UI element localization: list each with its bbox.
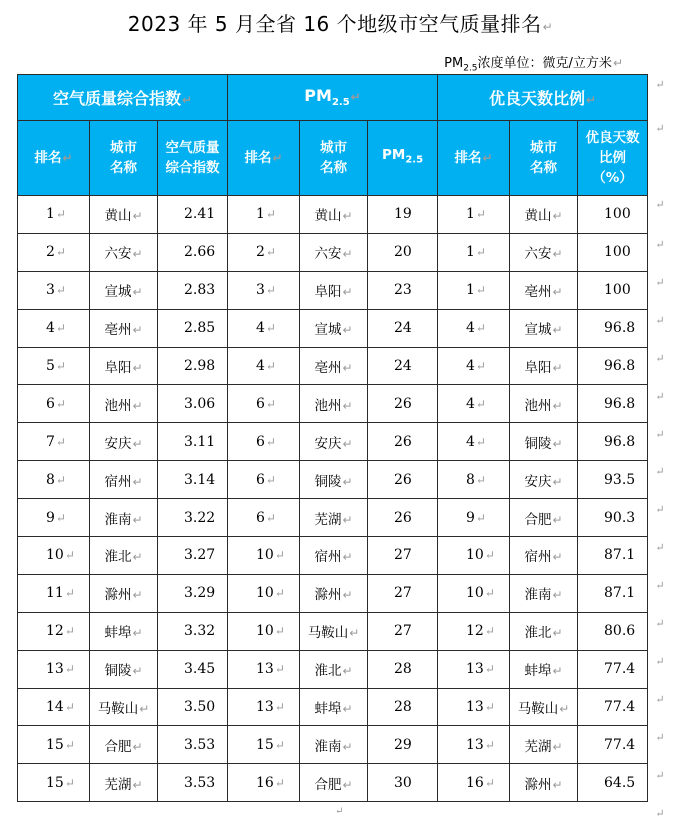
- paragraph-mark: ↵: [612, 56, 623, 70]
- cell-pm-city: 马鞍山↵: [300, 612, 368, 650]
- table-row: [18, 385, 648, 423]
- row-end-mark: ↵: [655, 238, 665, 251]
- cell-good-value: 77.4: [578, 726, 648, 764]
- row-end-mark: ↵: [655, 78, 665, 91]
- cell-good-value: 96.8: [578, 347, 648, 385]
- group-header-aqi: 空气质量综合指数↵: [18, 75, 228, 121]
- cell-aqi-city: 六安↵: [90, 233, 158, 271]
- cell-good-city: 宣城↵: [510, 309, 578, 347]
- cell-good-city: 淮南↵: [510, 574, 578, 612]
- cell-good-value: 96.8: [578, 423, 648, 461]
- row-end-mark: ↵: [655, 503, 665, 517]
- cell-aqi-city: 芜湖↵: [90, 764, 158, 802]
- group-header-pm25: $PM_{2.5}↵$: [228, 75, 438, 121]
- cell-aqi-rank: 8↵: [18, 461, 90, 499]
- cell-pm-value: 30: [368, 764, 438, 802]
- cell-good-city: 蚌埠↵: [510, 650, 578, 688]
- cell-pm-rank: 6↵: [228, 461, 300, 499]
- cell-pm-value: 26: [368, 499, 438, 537]
- cell-aqi-index: 3.06: [158, 385, 228, 423]
- cell-pm-rank: 4↵: [228, 309, 300, 347]
- group-header-row: [18, 75, 648, 121]
- cell-aqi-city: 阜阳↵: [90, 347, 158, 385]
- table-row: [18, 650, 648, 688]
- cell-aqi-index: 3.14: [158, 461, 228, 499]
- cell-pm-city: 铜陵↵: [300, 461, 368, 499]
- cell-aqi-index: 2.41: [158, 196, 228, 234]
- row-end-mark: ↵: [655, 768, 665, 782]
- cell-good-value: 100: [578, 233, 648, 271]
- cell-pm-city: 滁州↵: [300, 574, 368, 612]
- cell-pm-rank: 10↵: [228, 574, 300, 612]
- group-header-good-days: 优良天数比例↵: [438, 75, 648, 121]
- cell-pm-value: 24: [368, 309, 438, 347]
- cell-good-city: 芜湖↵: [510, 726, 578, 764]
- cell-aqi-city: 滁州↵: [90, 574, 158, 612]
- unit-text: 浓度单位：微克/立方米: [477, 56, 612, 71]
- cell-pm-value: 19: [368, 196, 438, 234]
- cell-pm-city: 蚌埠↵: [300, 688, 368, 726]
- row-end-mark: ↵: [655, 806, 665, 820]
- cell-good-city: 合肥↵: [510, 499, 578, 537]
- cell-good-rank: 4↵: [438, 385, 510, 423]
- cell-good-rank: 13↵: [438, 726, 510, 764]
- cell-good-city: 阜阳↵: [510, 347, 578, 385]
- cell-aqi-rank: 15↵: [18, 764, 90, 802]
- cell-aqi-index: 3.27: [158, 537, 228, 575]
- cell-good-rank: 1↵: [438, 233, 510, 271]
- cell-good-rank: 12↵: [438, 612, 510, 650]
- cell-pm-city: 池州↵: [300, 385, 368, 423]
- cell-pm-value: 29: [368, 726, 438, 764]
- cell-aqi-rank: 2↵: [18, 233, 90, 271]
- table-row: [18, 574, 648, 612]
- cell-aqi-city: 淮北↵: [90, 537, 158, 575]
- table-row: [18, 309, 648, 347]
- cell-good-rank: 8↵: [438, 461, 510, 499]
- air-quality-ranking-table: [17, 74, 648, 802]
- cell-pm-city: 安庆↵: [300, 423, 368, 461]
- cell-good-city: 黄山↵: [510, 196, 578, 234]
- page-end-mark: ↵: [335, 806, 344, 817]
- table-row: [18, 612, 648, 650]
- header-aqi-index: 空气质量综合指数: [158, 121, 228, 196]
- row-end-mark: ↵: [655, 351, 665, 365]
- cell-good-city: 六安↵: [510, 233, 578, 271]
- cell-pm-city: 宿州↵: [300, 537, 368, 575]
- header-pm-rank: 排名↵: [228, 121, 300, 196]
- cell-good-value: 87.1: [578, 537, 648, 575]
- header-aqi-rank: 排名↵: [18, 121, 90, 196]
- cell-aqi-city: 宿州↵: [90, 461, 158, 499]
- cell-pm-rank: 13↵: [228, 688, 300, 726]
- cell-good-value: 64.5: [578, 764, 648, 802]
- cell-pm-value: 20: [368, 233, 438, 271]
- row-end-mark: ↵: [655, 541, 665, 555]
- cell-aqi-index: 3.29: [158, 574, 228, 612]
- table-row: [18, 726, 648, 764]
- row-end-mark: ↵: [655, 654, 665, 668]
- cell-pm-value: 28: [368, 650, 438, 688]
- cell-aqi-city: 亳州↵: [90, 309, 158, 347]
- cell-pm-value: 26: [368, 461, 438, 499]
- cell-aqi-city: 淮南↵: [90, 499, 158, 537]
- cell-good-rank: 10↵: [438, 574, 510, 612]
- cell-pm-rank: 15↵: [228, 726, 300, 764]
- paragraph-mark: ↵: [542, 20, 554, 34]
- cell-good-value: 77.4: [578, 688, 648, 726]
- cell-pm-rank: 6↵: [228, 423, 300, 461]
- table-row: [18, 688, 648, 726]
- cell-pm-value: 26: [368, 423, 438, 461]
- cell-aqi-rank: 3↵: [18, 271, 90, 309]
- cell-pm-rank: 6↵: [228, 385, 300, 423]
- cell-aqi-city: 池州↵: [90, 385, 158, 423]
- cell-aqi-city: 合肥↵: [90, 726, 158, 764]
- cell-aqi-index: 3.50: [158, 688, 228, 726]
- cell-pm-value: 27: [368, 574, 438, 612]
- header-pm-city: 城市名称: [300, 121, 368, 196]
- cell-good-value: 96.8: [578, 309, 648, 347]
- cell-good-city: 安庆↵: [510, 461, 578, 499]
- cell-good-rank: 1↵: [438, 271, 510, 309]
- cell-aqi-rank: 9↵: [18, 499, 90, 537]
- cell-aqi-index: 3.53: [158, 764, 228, 802]
- cell-aqi-index: 3.11: [158, 423, 228, 461]
- cell-pm-city: 亳州↵: [300, 347, 368, 385]
- cell-good-value: 100: [578, 271, 648, 309]
- cell-good-city: 淮北↵: [510, 612, 578, 650]
- unit-subscript: 2.5: [463, 63, 478, 74]
- cell-aqi-city: 马鞍山↵: [90, 688, 158, 726]
- cell-aqi-index: 3.45: [158, 650, 228, 688]
- cell-good-rank: 16↵: [438, 764, 510, 802]
- cell-pm-value: 26: [368, 385, 438, 423]
- cell-pm-value: 28: [368, 688, 438, 726]
- table-row: [18, 423, 648, 461]
- cell-good-rank: 4↵: [438, 309, 510, 347]
- cell-good-city: 亳州↵: [510, 271, 578, 309]
- cell-pm-city: 淮南↵: [300, 726, 368, 764]
- cell-aqi-index: 2.66: [158, 233, 228, 271]
- cell-aqi-rank: 14↵: [18, 688, 90, 726]
- cell-pm-city: 黄山↵: [300, 196, 368, 234]
- cell-pm-city: 合肥↵: [300, 764, 368, 802]
- cell-good-value: 93.5: [578, 461, 648, 499]
- row-end-mark: ↵: [655, 313, 665, 327]
- cell-pm-rank: 10↵: [228, 612, 300, 650]
- cell-good-value: 96.8: [578, 385, 648, 423]
- cell-pm-city: 芜湖↵: [300, 499, 368, 537]
- ranking-table-body: [18, 196, 648, 802]
- cell-good-rank: 4↵: [438, 347, 510, 385]
- cell-aqi-index: 3.22: [158, 499, 228, 537]
- cell-aqi-rank: 13↵: [18, 650, 90, 688]
- cell-pm-rank: 16↵: [228, 764, 300, 802]
- cell-good-value: 90.3: [578, 499, 648, 537]
- cell-pm-city: 六安↵: [300, 233, 368, 271]
- cell-pm-value: 27: [368, 537, 438, 575]
- cell-pm-rank: 3↵: [228, 271, 300, 309]
- unit-prefix: PM: [444, 56, 464, 71]
- cell-pm-city: 淮北↵: [300, 650, 368, 688]
- cell-good-value: 87.1: [578, 574, 648, 612]
- row-end-mark: ↵: [655, 122, 665, 135]
- cell-aqi-index: 3.32: [158, 612, 228, 650]
- cell-good-city: 池州↵: [510, 385, 578, 423]
- row-end-mark: ↵: [655, 579, 665, 593]
- cell-pm-value: 23: [368, 271, 438, 309]
- cell-aqi-index: 2.98: [158, 347, 228, 385]
- header-pm-value: $PM_{2.5}$: [368, 121, 438, 196]
- cell-aqi-rank: 12↵: [18, 612, 90, 650]
- cell-pm-rank: 2↵: [228, 233, 300, 271]
- cell-aqi-rank: 7↵: [18, 423, 90, 461]
- table-row: [18, 499, 648, 537]
- cell-good-value: 77.4: [578, 650, 648, 688]
- cell-aqi-rank: 11↵: [18, 574, 90, 612]
- cell-good-value: 100: [578, 196, 648, 234]
- row-end-mark: ↵: [655, 730, 665, 744]
- cell-pm-city: 阜阳↵: [300, 271, 368, 309]
- row-end-mark: ↵: [655, 692, 665, 706]
- table-row: [18, 196, 648, 234]
- cell-good-rank: 9↵: [438, 499, 510, 537]
- cell-aqi-city: 黄山↵: [90, 196, 158, 234]
- row-end-mark: ↵: [655, 617, 665, 630]
- cell-pm-rank: 13↵: [228, 650, 300, 688]
- cell-aqi-rank: 10↵: [18, 537, 90, 575]
- cell-pm-rank: 10↵: [228, 537, 300, 575]
- cell-aqi-rank: 4↵: [18, 309, 90, 347]
- cell-pm-value: 24: [368, 347, 438, 385]
- cell-aqi-index: 2.85: [158, 309, 228, 347]
- cell-good-rank: 4↵: [438, 423, 510, 461]
- cell-good-rank: 13↵: [438, 650, 510, 688]
- cell-aqi-rank: 15↵: [18, 726, 90, 764]
- cell-pm-rank: 1↵: [228, 196, 300, 234]
- cell-good-rank: 10↵: [438, 537, 510, 575]
- header-aqi-city: 城市名称: [90, 121, 158, 196]
- table-row: [18, 537, 648, 575]
- row-end-mark: ↵: [655, 427, 665, 441]
- sub-header-row: [18, 121, 648, 196]
- table-row: [18, 271, 648, 309]
- cell-aqi-city: 安庆↵: [90, 423, 158, 461]
- cell-pm-city: 宣城↵: [300, 309, 368, 347]
- header-good-value: 优良天数比例（%）: [578, 121, 648, 196]
- cell-aqi-rank: 6↵: [18, 385, 90, 423]
- row-end-mark: ↵: [655, 389, 665, 403]
- cell-aqi-rank: 1↵: [18, 196, 90, 234]
- cell-aqi-index: 3.53: [158, 726, 228, 764]
- cell-aqi-city: 宣城↵: [90, 271, 158, 309]
- cell-aqi-rank: 5↵: [18, 347, 90, 385]
- cell-good-city: 铜陵↵: [510, 423, 578, 461]
- row-end-mark: ↵: [655, 465, 665, 479]
- row-end-mark: ↵: [655, 198, 665, 211]
- table-row: [18, 461, 648, 499]
- header-good-city: 城市名称: [510, 121, 578, 196]
- cell-aqi-city: 蚌埠↵: [90, 612, 158, 650]
- concentration-unit-note: [444, 52, 623, 74]
- cell-good-rank: 13↵: [438, 688, 510, 726]
- cell-pm-value: 27: [368, 612, 438, 650]
- cell-aqi-city: 铜陵↵: [90, 650, 158, 688]
- row-end-mark: ↵: [655, 275, 665, 289]
- cell-aqi-index: 2.83: [158, 271, 228, 309]
- table-row: [18, 764, 648, 802]
- cell-good-city: 马鞍山↵: [510, 688, 578, 726]
- cell-pm-rank: 6↵: [228, 499, 300, 537]
- table-row: [18, 347, 648, 385]
- cell-good-city: 滁州↵: [510, 764, 578, 802]
- table-row: [18, 233, 648, 271]
- cell-good-rank: 1↵: [438, 196, 510, 234]
- cell-good-value: 80.6: [578, 612, 648, 650]
- document-title: [0, 8, 681, 37]
- cell-good-city: 宿州↵: [510, 537, 578, 575]
- header-good-rank: 排名↵: [438, 121, 510, 196]
- cell-pm-rank: 4↵: [228, 347, 300, 385]
- title-text: 2023 年 5 月全省 16 个地级市空气质量排名: [127, 12, 542, 36]
